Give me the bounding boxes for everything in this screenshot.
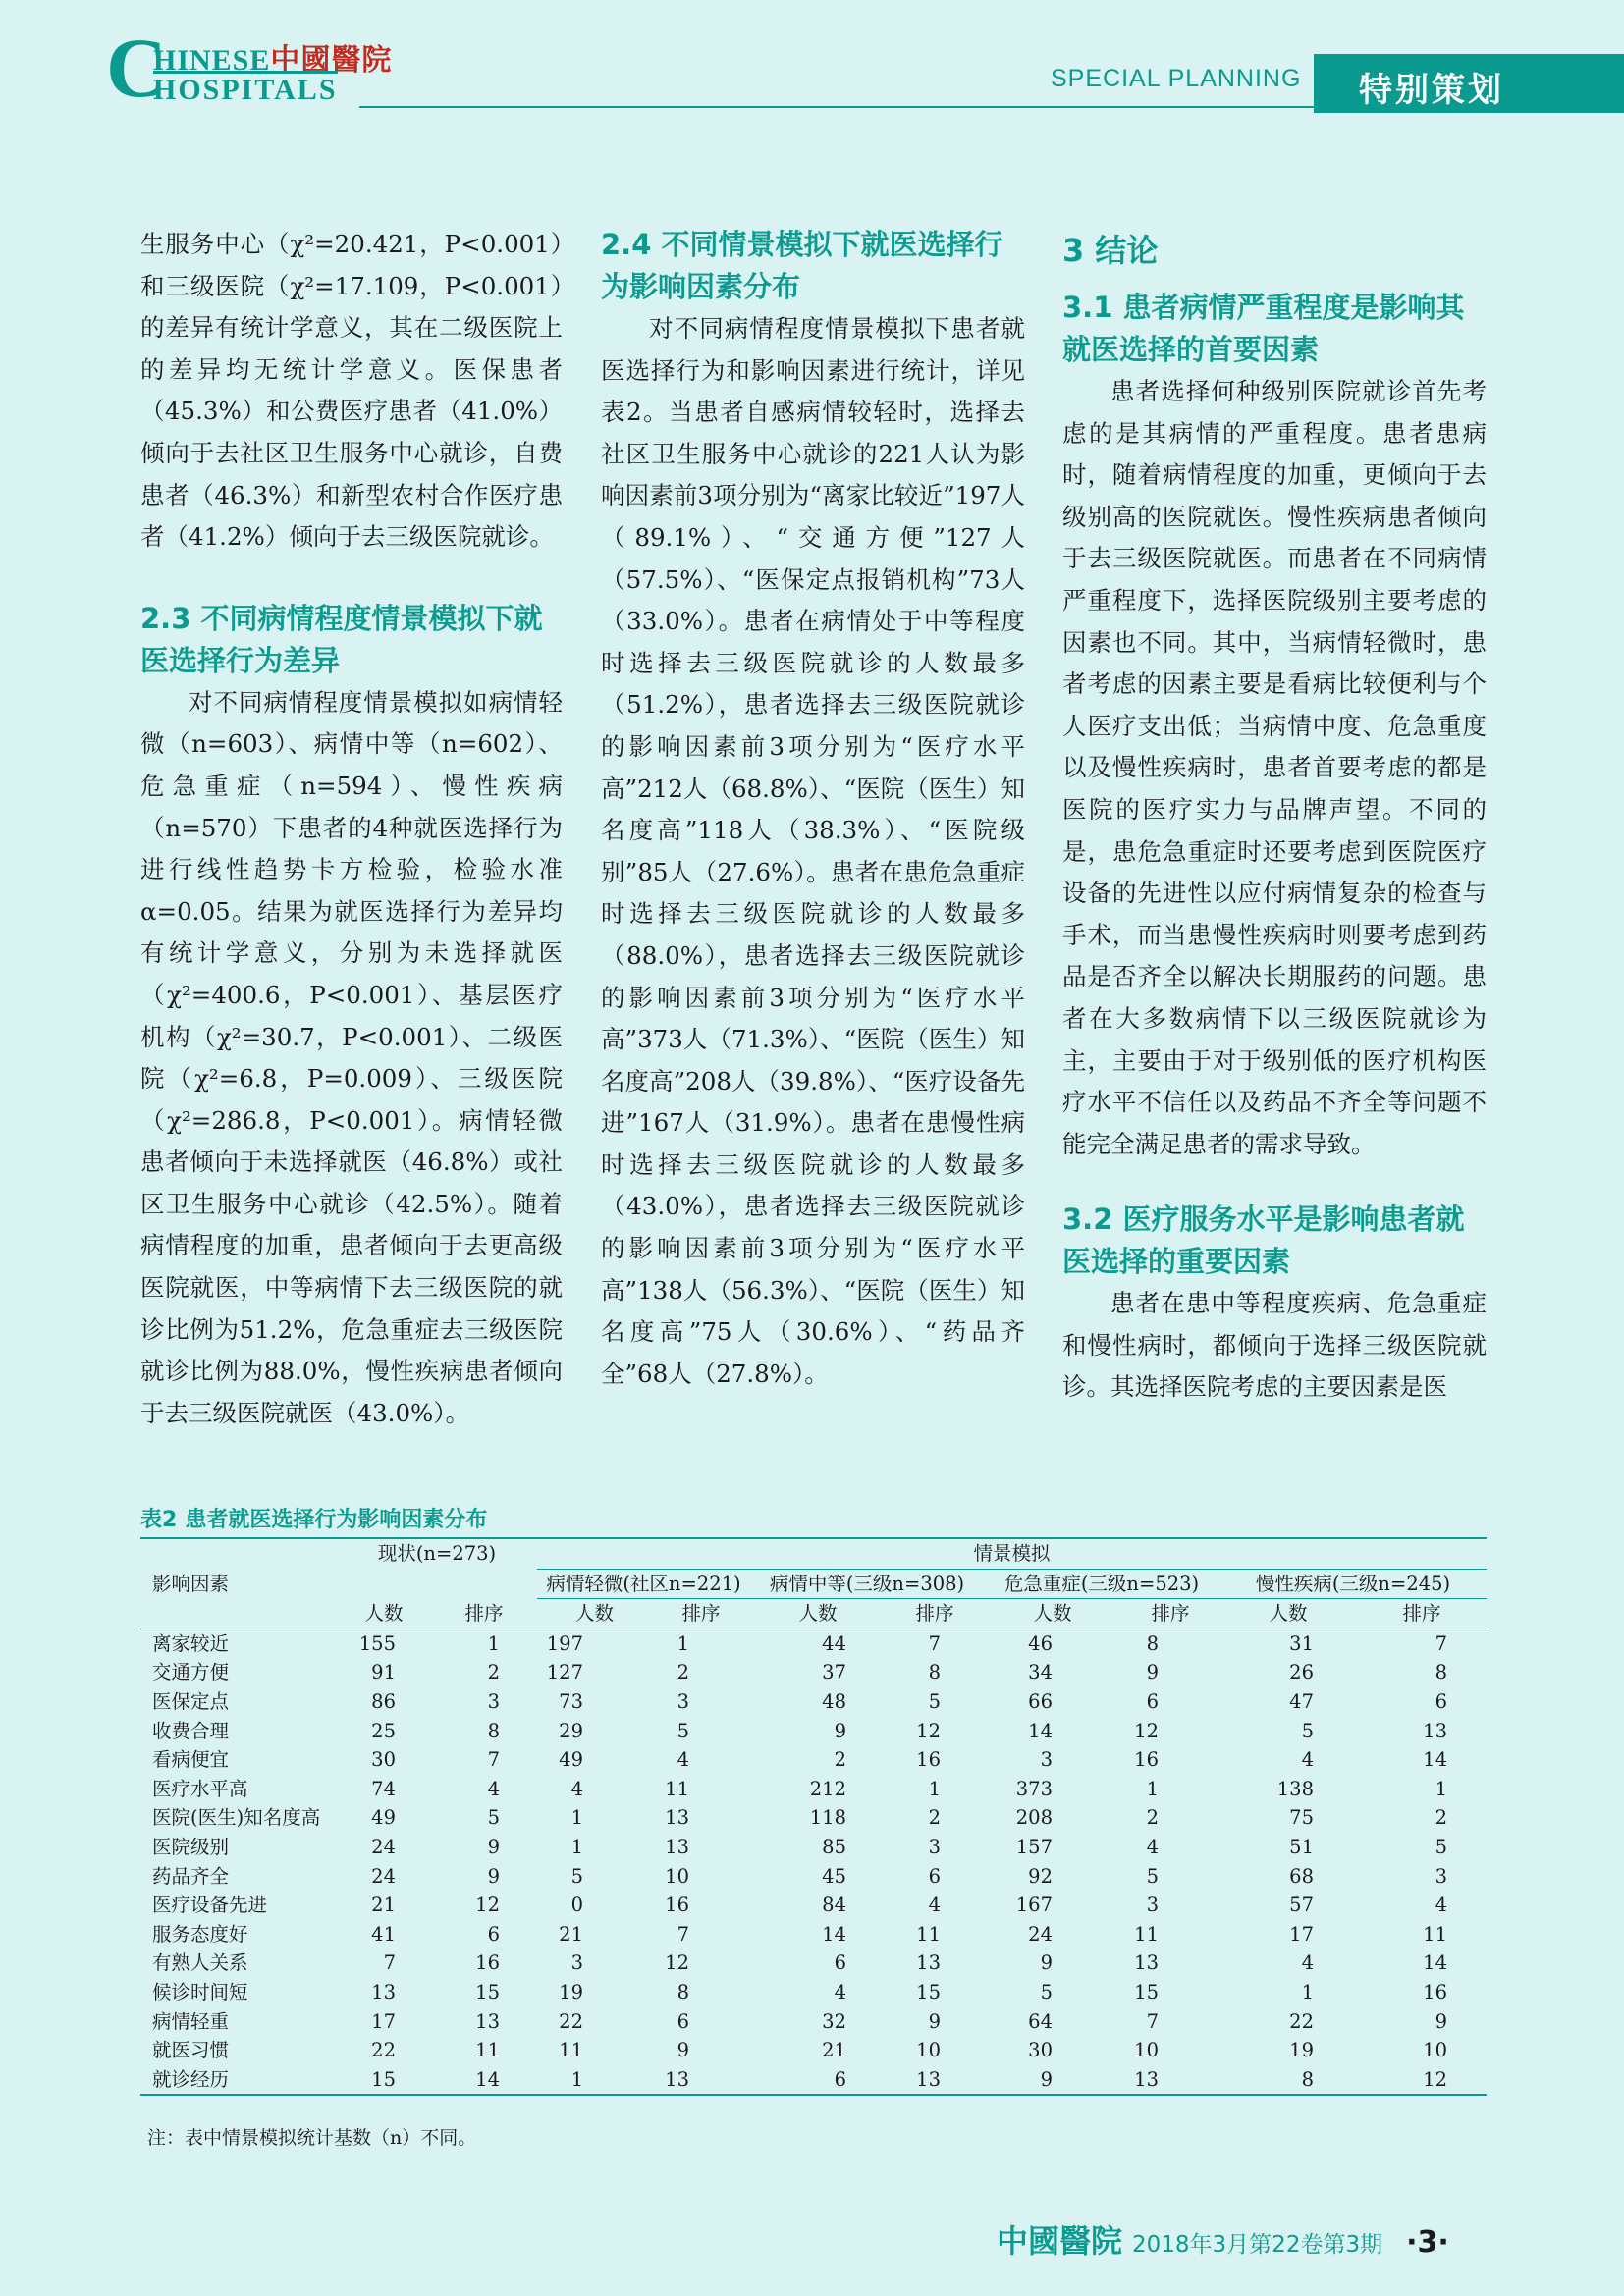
count-cell: 30 — [371, 1748, 396, 1772]
table-row — [140, 1949, 1487, 1978]
section-label-en: SPECIAL PLANNING — [1051, 65, 1302, 92]
rank-cell: 2 — [1435, 1806, 1447, 1830]
rank-cell: 8 — [677, 1980, 689, 2003]
rank-cell: 13 — [886, 2065, 984, 2096]
count-cell: 26 — [1289, 1661, 1314, 1684]
rank-cell: 10 — [665, 1864, 689, 1888]
table-row — [140, 1920, 1487, 1949]
table-row — [140, 1745, 1487, 1775]
rank-cell: 7 — [1146, 2009, 1159, 2033]
count-cell: 118 — [809, 1806, 846, 1830]
count-cell: 138 — [1276, 1777, 1314, 1800]
rank-cell: 10 — [1423, 2039, 1447, 2062]
rank-cell: 6 — [928, 1864, 941, 1888]
header-group-chronic: 慢性疾病(三级n=245) — [1219, 1569, 1487, 1599]
rank-cell: 4 — [928, 1894, 941, 1917]
header-group-moderate: 病情中等(三级n=308) — [750, 1569, 984, 1599]
section-label-box — [1314, 54, 1624, 113]
factor-cell: 医疗水平高 — [152, 1777, 248, 1800]
rank-cell: 9 — [677, 2039, 689, 2062]
count-cell: 4 — [1301, 1951, 1314, 1975]
count-cell: 1 — [1301, 1980, 1314, 2003]
rank-cell: 7 — [677, 1922, 689, 1946]
section-heading-2-3: 2.3 不同病情程度情景模拟下就医选择行为差异 — [140, 601, 543, 677]
count-cell: 75 — [1289, 1806, 1314, 1830]
count-cell: 208 — [1015, 1806, 1053, 1830]
table-body — [140, 1629, 1487, 2095]
section-heading-2-4: 2.4 不同情景模拟下就医选择行为影响因素分布 — [601, 228, 1003, 303]
count-cell: 47 — [1289, 1689, 1314, 1713]
table-row — [140, 1629, 1487, 1658]
count-cell: 25 — [371, 1719, 396, 1742]
rank-cell: 11 — [665, 1777, 689, 1800]
count-cell: 34 — [1028, 1661, 1053, 1684]
count-cell: 37 — [822, 1661, 846, 1684]
count-cell: 29 — [559, 1719, 583, 1742]
count-cell: 1 — [537, 2065, 652, 2096]
logo-letter-c: C — [106, 21, 168, 115]
rank-cell: 6 — [677, 2009, 689, 2033]
count-cell: 64 — [1028, 2009, 1053, 2033]
paragraph: 生服务中心（χ²=20.421，P<0.001）和三级医院（χ²=17.109，P<0.001）的差异有统计学意义，其在二级医院上的差异均无统计学意义。医保患者（45.3%）和公费医疗患者（41.0%）倾向于去社区卫生服务中心就诊，自费患者（46.3%）和新型农村合作医疗患者（41.2%）倾向于去三级医院就诊。 — [140, 230, 563, 552]
count-cell: 4 — [570, 1777, 583, 1800]
factor-cell: 看病便宜 — [152, 1748, 230, 1772]
rank-cell: 12 — [475, 1894, 500, 1917]
magazine-logo — [106, 21, 393, 115]
rank-cell: 4 — [487, 1777, 500, 1800]
rank-cell: 9 — [487, 1864, 500, 1888]
rank-cell: 11 — [475, 2039, 500, 2062]
count-cell: 31 — [1219, 1629, 1357, 1658]
count-cell: 30 — [1028, 2039, 1053, 2062]
count-cell: 373 — [1015, 1777, 1053, 1800]
count-cell: 44 — [750, 1629, 886, 1658]
table-row — [140, 1687, 1487, 1717]
rank-cell: 6 — [1146, 1689, 1159, 1713]
page-footer — [997, 2216, 1449, 2262]
header-scenario: 情景模拟 — [537, 1538, 1487, 1569]
count-cell: 86 — [371, 1689, 396, 1713]
count-cell: 155 — [337, 1629, 431, 1658]
table-row — [140, 1891, 1487, 1920]
table-row — [140, 2036, 1487, 2065]
count-cell: 32 — [822, 2009, 846, 2033]
rank-cell: 13 — [1121, 2065, 1219, 2096]
rank-cell: 13 — [1134, 1951, 1159, 1975]
rank-cell: 9 — [1435, 2009, 1447, 2033]
rank-cell: 13 — [916, 1951, 941, 1975]
table-row — [140, 1658, 1487, 1687]
factor-cell: 离家较近 — [140, 1629, 337, 1658]
rank-cell: 14 — [431, 2065, 537, 2096]
factor-cell: 药品齐全 — [152, 1864, 230, 1888]
count-cell: 85 — [822, 1835, 846, 1858]
count-cell: 46 — [984, 1629, 1121, 1658]
count-cell: 84 — [822, 1894, 846, 1917]
rank-cell: 13 — [475, 2009, 500, 2033]
text-column-1 — [140, 224, 563, 1434]
count-cell: 24 — [371, 1864, 396, 1888]
count-cell: 0 — [570, 1894, 583, 1917]
table-row — [140, 1803, 1487, 1833]
count-cell: 157 — [1015, 1835, 1053, 1858]
table-row — [140, 1862, 1487, 1892]
count-cell: 45 — [822, 1864, 846, 1888]
subheader-rank: 排序 — [681, 1602, 721, 1626]
rank-cell: 11 — [916, 1922, 941, 1946]
rank-cell: 4 — [1435, 1894, 1447, 1917]
factor-cell: 病情轻重 — [152, 2009, 230, 2033]
page-number: ·3· — [1406, 2225, 1449, 2260]
table-title — [140, 1503, 487, 1533]
logo-chinese-name: 中國醫院 — [270, 44, 393, 77]
rank-cell: 1 — [431, 1629, 537, 1658]
count-cell: 13 — [371, 1980, 396, 2003]
rank-cell: 2 — [487, 1661, 500, 1684]
count-cell: 73 — [559, 1689, 583, 1713]
rank-cell: 15 — [916, 1980, 941, 2003]
rank-cell: 8 — [1121, 1629, 1219, 1658]
rank-cell: 11 — [1423, 1922, 1447, 1946]
count-cell: 48 — [822, 1689, 846, 1713]
subheader-count: 人数 — [798, 1602, 838, 1626]
rank-cell: 5 — [1146, 1864, 1159, 1888]
count-cell: 6 — [834, 1951, 846, 1975]
subheader-count: 人数 — [364, 1601, 404, 1625]
count-cell: 19 — [559, 1980, 583, 2003]
count-cell: 9 — [1040, 1951, 1053, 1975]
count-cell: 17 — [1289, 1922, 1314, 1946]
rank-cell: 3 — [928, 1835, 941, 1858]
section-heading-3: 3 结论 — [1062, 232, 1159, 269]
rank-cell: 8 — [928, 1661, 941, 1684]
factor-table — [140, 1537, 1487, 2096]
rank-cell: 14 — [1423, 1748, 1447, 1772]
factor-cell: 有熟人关系 — [152, 1951, 248, 1975]
count-cell: 5 — [1301, 1719, 1314, 1742]
rank-cell: 10 — [1134, 2039, 1159, 2062]
factor-cell: 医疗设备先进 — [152, 1894, 268, 1917]
text-column-3 — [1062, 224, 1487, 1409]
table-row — [140, 1978, 1487, 2007]
count-cell: 11 — [559, 2039, 583, 2062]
count-cell: 66 — [1028, 1689, 1053, 1713]
rank-cell: 2 — [928, 1806, 941, 1830]
count-cell: 3 — [570, 1951, 583, 1975]
count-cell: 15 — [337, 2065, 431, 2096]
rank-cell: 6 — [1435, 1689, 1447, 1713]
rank-cell: 5 — [487, 1806, 500, 1830]
section-label-cn: 特别策划 — [1359, 71, 1504, 110]
factor-cell: 就诊经历 — [140, 2065, 337, 2096]
subheader-rank: 排序 — [1402, 1602, 1441, 1626]
count-cell: 74 — [371, 1777, 396, 1800]
subheader-rank: 排序 — [1151, 1602, 1190, 1626]
paragraph: 患者在患中等程度疾病、危急重症和慢性病时，都倾向于选择三级医院就诊。其选择医院考虑的主要因素是医 — [1062, 1289, 1487, 1402]
subheader-rank: 排序 — [915, 1602, 954, 1626]
rank-cell: 12 — [1134, 1719, 1159, 1742]
rank-cell: 13 — [652, 2065, 750, 2096]
count-cell: 22 — [559, 2009, 583, 2033]
rank-cell: 5 — [677, 1719, 689, 1742]
subheader-count: 人数 — [574, 1602, 614, 1626]
factor-cell: 交通方便 — [152, 1661, 230, 1684]
rank-cell: 16 — [1423, 1980, 1447, 2003]
count-cell: 197 — [537, 1629, 652, 1658]
factor-cell: 就医习惯 — [152, 2039, 230, 2062]
count-cell: 1 — [570, 1806, 583, 1830]
factor-cell: 医院级别 — [152, 1835, 230, 1858]
count-cell: 49 — [371, 1806, 396, 1830]
section-heading-3-1: 3.1 患者病情严重程度是影响其就医选择的首要因素 — [1062, 291, 1465, 366]
rank-cell: 4 — [1146, 1835, 1159, 1858]
table-row — [140, 2007, 1487, 2037]
subheader-count: 人数 — [1269, 1602, 1308, 1626]
logo-hospitals: HOSPITALS — [153, 71, 338, 107]
factor-cell: 候诊时间短 — [152, 1980, 248, 2003]
rank-cell: 13 — [665, 1806, 689, 1830]
header-group-mild: 病情轻微(社区n=221) — [537, 1569, 750, 1599]
rank-cell: 12 — [916, 1719, 941, 1742]
count-cell: 8 — [1219, 2065, 1357, 2096]
count-cell: 4 — [834, 1980, 846, 2003]
rank-cell: 15 — [475, 1980, 500, 2003]
rank-cell: 5 — [1435, 1835, 1447, 1858]
subheader-rank: 排序 — [464, 1601, 504, 1625]
rank-cell: 11 — [1134, 1922, 1159, 1946]
footer-issue: 2018年3月第22卷第3期 — [1132, 2232, 1383, 2258]
logo-hinese: HINESE — [153, 44, 271, 77]
count-cell: 3 — [1040, 1748, 1053, 1772]
rank-cell: 12 — [1357, 2065, 1487, 2096]
header-current: 现状(n=273) — [337, 1538, 537, 1599]
rank-cell: 8 — [487, 1719, 500, 1742]
count-cell: 5 — [570, 1864, 583, 1888]
count-cell: 49 — [559, 1748, 583, 1772]
table-caption: 患者就医选择行为影响因素分布 — [185, 1508, 488, 1532]
rank-cell: 2 — [677, 1661, 689, 1684]
rank-cell: 6 — [487, 1922, 500, 1946]
table-row — [140, 1717, 1487, 1746]
rank-cell: 13 — [1423, 1719, 1447, 1742]
factor-cell: 服务态度好 — [152, 1922, 248, 1946]
rank-cell: 12 — [665, 1951, 689, 1975]
rank-cell: 9 — [487, 1835, 500, 1858]
count-cell: 6 — [750, 2065, 886, 2096]
paragraph: 患者选择何种级别医院就诊首先考虑的是其病情的严重程度。患者患病时，随着病情程度的加重，更倾向于去级别高的医院就医。慢性疾病患者倾向于去三级医院就医。而患者在不同病情严重程度下，选择医院级别主要考虑的因素也不同。其中，当病情轻微时，患者考虑的因素主要是看病比较便利与个人医疗支出低；当病情中度、危急重度以及慢性疾病时，患者首要考虑的都是医院的医疗实力与品牌声望。不同的是，患危急重症时还要考虑到医院医疗设备的先进性以应付病情复杂的检查与手术，而当患慢性疾病时则要考虑到药品是否齐全以解决长期服药的问题。患者在大多数病情下以三级医院就诊为主，主要由于对于级别低的医疗机构医疗水平不信任以及药品不齐全等问题不能完全满足患者的需求导致。 — [1062, 377, 1487, 1158]
rank-cell: 7 — [1357, 1629, 1487, 1658]
table-row — [140, 1775, 1487, 1804]
rank-cell: 8 — [1435, 1661, 1447, 1684]
count-cell: 21 — [559, 1922, 583, 1946]
rank-cell: 16 — [665, 1894, 689, 1917]
count-cell: 68 — [1289, 1864, 1314, 1888]
rank-cell: 16 — [475, 1951, 500, 1975]
rank-cell: 1 — [652, 1629, 750, 1658]
section-heading-3-2: 3.2 医疗服务水平是影响患者就医选择的重要因素 — [1062, 1202, 1465, 1279]
count-cell: 9 — [834, 1719, 846, 1742]
count-cell: 41 — [371, 1922, 396, 1946]
count-cell: 2 — [834, 1748, 846, 1772]
count-cell: 21 — [371, 1894, 396, 1917]
count-cell: 22 — [371, 2039, 396, 2062]
paragraph: 对不同病情程度情景模拟如病情轻微（n=603）、病情中等（n=602）、危急重症（n=594）、慢性疾病（n=570）下患者的4种就医选择行为进行线性趋势卡方检验，检验水准α=0.05。结果为就医选择行为差异均有统计学意义，分别为未选择就医（χ²=400.6，P<0.001）、基层医疗机构（χ²=30.7，P<0.001）、二级医院（χ²=6.8，P=0.009）、三级医院（χ²=286.8，P<0.001）。病情轻微患者倾向于未选择就医（46.8%）或社区卫生服务中心就诊（42.5%）。随着病情程度的加重，患者倾向于去更高级医院就医，中等病情下去三级医院的就诊比例为51.2%，危急重症去三级医院就诊比例为88.0%，慢性疾病患者倾向于去三级医院就医（43.0%）。 — [140, 687, 563, 1427]
count-cell: 7 — [383, 1951, 396, 1975]
rank-cell: 13 — [665, 1835, 689, 1858]
rank-cell: 4 — [677, 1748, 689, 1772]
factor-cell: 医院(医生)知名度高 — [152, 1806, 321, 1830]
factor-cell: 收费合理 — [152, 1719, 230, 1742]
count-cell: 57 — [1289, 1894, 1314, 1917]
count-cell: 5 — [1040, 1980, 1053, 2003]
rank-cell: 1 — [928, 1777, 941, 1800]
count-cell: 212 — [809, 1777, 846, 1800]
rank-cell: 3 — [1435, 1864, 1447, 1888]
rank-cell: 10 — [916, 2039, 941, 2062]
count-cell: 4 — [1301, 1748, 1314, 1772]
header-group-critical: 危急重症(三级n=523) — [984, 1569, 1219, 1599]
rank-cell: 3 — [487, 1689, 500, 1713]
table-row — [140, 1833, 1487, 1862]
count-cell: 24 — [371, 1835, 396, 1858]
count-cell: 9 — [984, 2065, 1121, 2096]
count-cell: 22 — [1289, 2009, 1314, 2033]
footer-magazine: 中國醫院 — [997, 2223, 1123, 2259]
subheader-count: 人数 — [1033, 1602, 1072, 1626]
header-factor: 影响因素 — [140, 1538, 337, 1629]
rank-cell: 7 — [886, 1629, 984, 1658]
count-cell: 21 — [822, 2039, 846, 2062]
rank-cell: 3 — [677, 1689, 689, 1713]
table-row — [140, 2065, 1487, 2096]
count-cell: 167 — [1015, 1894, 1053, 1917]
paragraph: 对不同病情程度情景模拟下患者就医选择行为和影响因素进行统计，详见表2。当患者自感病情较轻时，选择去社区卫生服务中心就诊的221人认为影响因素前3项分别为“离家比较近”197人（89.1%）、“交通方便”127人（57.5%）、“医保定点报销机构”73人（33.0%）。患者在病情处于中等程度时选择去三级医院就诊的人数最多（51.2%），患者选择去三级医院就诊的影响因素前3项分别为“医疗水平高”212人（68.8%）、“医院（医生）知名度高”118人（38.3%）、“医院级别”85人（27.6%）。患者在患危急重症时选择去三级医院就诊的人数最多（88.0%），患者选择去三级医院就诊的影响因素前3项分别为“医疗水平高”373人（71.3%）、“医院（医生）知名度高”208人（39.8%）、“医疗设备先进”167人（31.9%）。患者在患慢性病时选择去三级医院就诊的人数最多（43.0%），患者选择去三级医院就诊的影响因素前3项分别为“医疗水平高”138人（56.3%）、“医院（医生）知名度高”75人（30.6%）、“药品齐全”68人（27.8%）。 — [601, 314, 1025, 1388]
rank-cell: 1 — [1146, 1777, 1159, 1800]
rank-cell: 7 — [487, 1748, 500, 1772]
count-cell: 24 — [1028, 1922, 1053, 1946]
count-cell: 19 — [1289, 2039, 1314, 2062]
rank-cell: 16 — [1134, 1748, 1159, 1772]
rank-cell: 1 — [1435, 1777, 1447, 1800]
rank-cell: 15 — [1134, 1980, 1159, 2003]
count-cell: 92 — [1028, 1864, 1053, 1888]
text-column-2 — [601, 224, 1025, 1395]
table-number: 表2 — [140, 1508, 178, 1532]
count-cell: 14 — [1028, 1719, 1053, 1742]
rank-cell: 9 — [928, 2009, 941, 2033]
count-cell: 1 — [570, 1835, 583, 1858]
rank-cell: 9 — [1146, 1661, 1159, 1684]
rank-cell: 16 — [916, 1748, 941, 1772]
count-cell: 91 — [371, 1661, 396, 1684]
rank-cell: 14 — [1423, 1951, 1447, 1975]
rank-cell: 5 — [928, 1689, 941, 1713]
rank-cell: 3 — [1146, 1894, 1159, 1917]
count-cell: 14 — [822, 1922, 846, 1946]
table-note: 注：表中情景模拟统计基数（n）不同。 — [147, 2127, 477, 2149]
count-cell: 51 — [1289, 1835, 1314, 1858]
factor-cell: 医保定点 — [152, 1689, 230, 1713]
count-cell: 127 — [546, 1661, 583, 1684]
rank-cell: 2 — [1146, 1806, 1159, 1830]
count-cell: 17 — [371, 2009, 396, 2033]
